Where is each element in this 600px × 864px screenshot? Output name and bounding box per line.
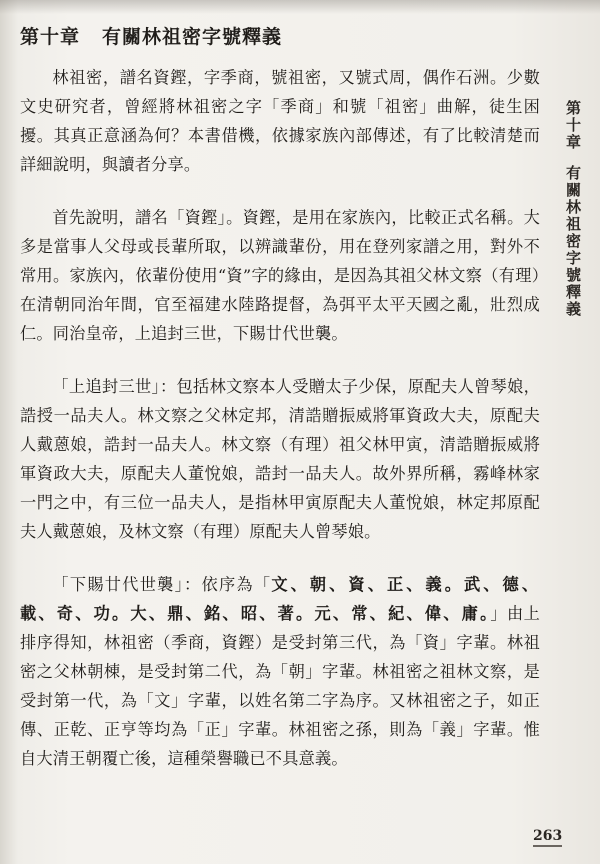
paragraph-4-tail: 」由上排序得知，林祖密（季商，資鏗）是受封第三代，為「資」字輩。林祖密之父林朝棟，是受封第二代，為「朝」字輩。林祖密之祖林文察，是受封第一代，為「文」字輩，以姓名第二字為序。又林祖密之子，如正傳、正乾、正亨等均為「正」字輩。林祖密之孫，則為「義」字輩。惟自大清王朝覆亡後，這種榮譽職已不具意義。 bbox=[20, 604, 540, 768]
paragraph-4-lead: 「下賜廿代世襲」：依序為「 bbox=[52, 575, 272, 594]
running-side-title bbox=[556, 100, 584, 318]
side-chapter-title: 有關林祖密字號釋義 bbox=[564, 165, 582, 318]
paragraph-4-emphasis: 文、朝、資、正、義。武、德、載、奇、功。大、鼎、銘、昭、著。元、常、紀、偉、庸。 bbox=[20, 575, 541, 623]
chapter-title: 有關林祖密字號釋義 bbox=[102, 26, 283, 48]
page-content bbox=[20, 22, 540, 797]
page-top-shadow bbox=[0, 0, 600, 14]
paragraph-3: 「上追封三世」：包括林文察本人受贈太子少保，原配夫人曾琴娘，誥授一品夫人。林文察之父林定邦，清誥贈振威將軍資政大夫，原配夫人戴蒽娘，誥封一品夫人。林文察（有理）祖父林甲寅，清誥贈振威將軍資政大夫，原配夫人董悅娘，誥封一品夫人。故外界所稱，霧峰林家一門之中，有三位一品夫人，是指林甲寅原配夫人董悅娘，林定邦原配夫人戴蒽娘，及林文察（有理）原配夫人曾琴娘。 bbox=[20, 377, 540, 541]
page-number: 263 bbox=[533, 828, 562, 847]
paragraph-2: 首先說明，譜名「資鏗」。資鏗，是用在家族內，比較正式名稱。大多是當事人父母或長輩所取，以辨識輩份，用在登列家譜之用，對外不常用。家族內，依輩份使用“資”字的緣由，是因為其祖父林文察（有理）在清朝同治年間，官至福建水陸路提督，為弭平太平天國之亂，壯烈成仁。同治皇帝，上追封三世，下賜廿代世襲。 bbox=[20, 208, 540, 343]
paragraph-1: 林祖密，譜名資鏗，字季商，號祖密，又號式周，偶作石洲。少數文史研究者，曾經將林祖密之字「季商」和號「祖密」曲解，徒生困擾。其真正意涵為何？本書借機，依據家族內部傳述，有了比較清楚而詳細說明，與讀者分享。 bbox=[20, 68, 540, 174]
chapter-heading bbox=[20, 22, 540, 49]
side-chapter-number: 第十章 bbox=[564, 100, 582, 151]
paragraph-4 bbox=[20, 570, 540, 773]
chapter-number: 第十章 bbox=[20, 26, 81, 48]
